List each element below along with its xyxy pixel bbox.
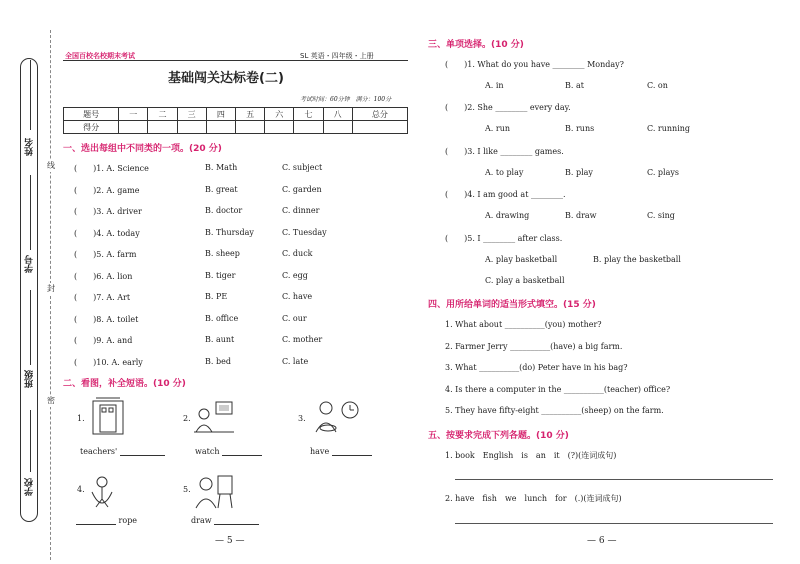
page-title: 基础闯关达标卷(二) [168, 71, 284, 86]
s3-q5-c: C. play a basketball [485, 276, 565, 285]
s3-q5-a: A. play basketball [485, 255, 558, 264]
phrase1 [80, 447, 165, 456]
score-table [63, 107, 408, 134]
score-header: 一 [119, 108, 148, 121]
exam-info: 考试时间：60分钟 满分：100分 [300, 96, 392, 103]
pic1-number: 1. [77, 414, 85, 423]
s1-question: ( )7. A. Art [74, 293, 131, 302]
s1-option-c: C. dinner [282, 206, 320, 215]
score-cell[interactable] [294, 121, 323, 134]
s3-q1-c: C. on [647, 81, 668, 90]
office-door-icon [90, 396, 126, 436]
s5-q2-answer-line[interactable] [455, 523, 773, 524]
s3-q5: ( )5. I ________ after class. [445, 234, 563, 243]
pic5-number: 5. [183, 485, 191, 494]
s1-question: ( )1. A. Science [74, 164, 149, 173]
s1-option-b: B. Math [205, 163, 238, 172]
s1-option-b: B. PE [205, 292, 228, 301]
seal-seal-char: 封 [47, 284, 55, 293]
name-line [30, 60, 31, 130]
s3-q1: ( )1. What do you have ________ Monday? [445, 60, 624, 69]
s1-question: ( )6. A. lion [74, 271, 133, 281]
answer-blank[interactable] [332, 455, 372, 456]
score-cell[interactable] [323, 121, 352, 134]
score-cell[interactable] [119, 121, 148, 134]
class-line [30, 290, 31, 365]
score-cell[interactable] [206, 121, 235, 134]
student-id-label: 学号 [25, 255, 35, 273]
score-row-label: 得分 [64, 121, 119, 134]
s3-q4: ( )4. I am good at ________. [445, 190, 566, 199]
s1-question: ( )9. A. and [74, 336, 133, 345]
s1-question: ( )8. A. toilet [74, 314, 139, 324]
s1-option-b: B. tiger [205, 270, 236, 280]
page-number-right: — 6 — [587, 536, 617, 546]
section4-title: 四、用所给单词的适当形式填空。(15 分) [428, 300, 596, 310]
series-title: 全国百校名校期末考试 [65, 52, 135, 60]
header-rule [63, 60, 408, 61]
s4-item: 5. They have fifty-eight __________(sheep) on the farm. [445, 406, 664, 415]
s1-option-b: B. doctor [205, 206, 243, 215]
section3-title: 三、单项选择。(10 分) [428, 40, 524, 50]
s3-q2: ( )2. She ________ every day. [445, 103, 571, 112]
score-header: 四 [206, 108, 235, 121]
s5-q1: 1. book English is an it (?)(连词成句) [445, 451, 617, 460]
s3-q5-b: B. play the basketball [593, 255, 681, 264]
s3-q2-a: A. run [485, 124, 510, 133]
s1-option-b: B. office [205, 313, 239, 323]
school-line [30, 410, 31, 472]
watching-tv-icon [192, 398, 236, 436]
s3-q4-c: C. sing [647, 211, 675, 220]
s1-option-b: B. bed [205, 356, 231, 366]
phrase4-word: rope [118, 516, 138, 525]
score-cell[interactable] [265, 121, 294, 134]
s1-option-c: C. our [282, 313, 307, 323]
s3-q3-c: C. plays [647, 168, 679, 177]
s1-question: ( )5. A. farm [74, 250, 137, 259]
s1-question: ( )10. A. early [74, 357, 143, 367]
score-cell[interactable] [148, 121, 177, 134]
seal-close-char: 密 [47, 396, 55, 405]
s3-q3: ( )3. I like ________ games. [445, 147, 564, 156]
s1-option-b: B. great [205, 184, 238, 194]
drawing-picture-icon [192, 470, 236, 512]
phrase2 [195, 447, 262, 456]
s3-q3-b: B. play [565, 168, 593, 177]
phrase3 [310, 447, 372, 456]
name-label: 姓名 [25, 138, 35, 156]
section5-title: 五、按要求完成下列各题。(10 分) [428, 431, 569, 441]
s3-q1-b: B. at [565, 81, 584, 90]
phrase1-word: teachers' [80, 447, 118, 456]
answer-blank[interactable] [76, 524, 116, 525]
s1-option-c: C. duck [282, 249, 313, 258]
pic4-number: 4. [77, 485, 85, 494]
s1-question: ( )2. A. game [74, 185, 140, 195]
class-label: 班级 [25, 370, 35, 388]
page-number-left: — 5 — [215, 536, 245, 546]
s1-option-c: C. Tuesday [282, 227, 327, 237]
s4-item: 4. Is there a computer in the __________(teacher) office? [445, 385, 671, 394]
score-header: 二 [148, 108, 177, 121]
s3-q1-a: A. in [485, 81, 504, 90]
s1-option-b: B. sheep [205, 249, 240, 258]
s1-option-c: C. late [282, 356, 309, 366]
answer-blank[interactable] [214, 524, 259, 525]
score-header-total: 总分 [352, 108, 407, 121]
eating-breakfast-icon [312, 396, 362, 438]
score-header: 五 [235, 108, 264, 121]
fold-line [50, 30, 51, 560]
s5-q2: 2. have fish we lunch for (.)(连词成句) [445, 494, 622, 503]
s1-question: ( )4. A. today [74, 228, 140, 238]
score-cell[interactable] [235, 121, 264, 134]
s3-q3-a: A. to play [485, 168, 524, 177]
score-cell[interactable] [177, 121, 206, 134]
score-header-label: 题号 [64, 108, 119, 121]
s1-option-c: C. have [282, 292, 313, 301]
section2-title: 二、看图，补全短语。(10 分) [63, 379, 186, 389]
student-id-line [30, 175, 31, 250]
phrase3-word: have [310, 447, 330, 456]
jumping-rope-icon [84, 474, 120, 510]
seal-line-char: 线 [47, 161, 55, 170]
s1-option-b: B. aunt [205, 335, 235, 344]
s3-q4-b: B. draw [565, 211, 597, 220]
s1-option-c: C. egg [282, 270, 308, 280]
pic2-number: 2. [183, 414, 191, 423]
s1-option-c: C. garden [282, 184, 322, 194]
s1-option-b: B. Thursday [205, 227, 254, 237]
phrase5 [191, 516, 259, 525]
school-label: 学校 [25, 478, 35, 496]
phrase4 [76, 516, 137, 525]
pic3-number: 3. [298, 414, 306, 423]
s4-item: 1. What about __________(you) mother? [445, 320, 602, 329]
answer-blank[interactable] [222, 455, 262, 456]
score-header: 六 [265, 108, 294, 121]
book-meta: SL 英语・四年级・上册 [300, 52, 374, 60]
s1-option-c: C. mother [282, 335, 323, 344]
s3-q2-b: B. runs [565, 124, 595, 133]
score-header: 三 [177, 108, 206, 121]
phrase5-word: draw [191, 516, 212, 525]
s4-item: 3. What __________(do) Peter have in his bag? [445, 363, 628, 372]
score-cell[interactable] [352, 121, 407, 134]
s5-q1-answer-line[interactable] [455, 479, 773, 480]
phrase2-word: watch [195, 447, 220, 456]
s1-option-c: C. subject [282, 163, 323, 172]
score-header: 八 [323, 108, 352, 121]
score-header: 七 [294, 108, 323, 121]
binding-frame [20, 58, 38, 522]
s4-item: 2. Farmer Jerry __________(have) a big farm. [445, 342, 623, 351]
s3-q4-a: A. drawing [485, 211, 530, 220]
s3-q2-c: C. running [647, 124, 691, 133]
s1-question: ( )3. A. driver [74, 207, 142, 216]
section1-title: 一、选出每组中不同类的一项。(20 分) [63, 144, 222, 154]
answer-blank[interactable] [120, 455, 165, 456]
